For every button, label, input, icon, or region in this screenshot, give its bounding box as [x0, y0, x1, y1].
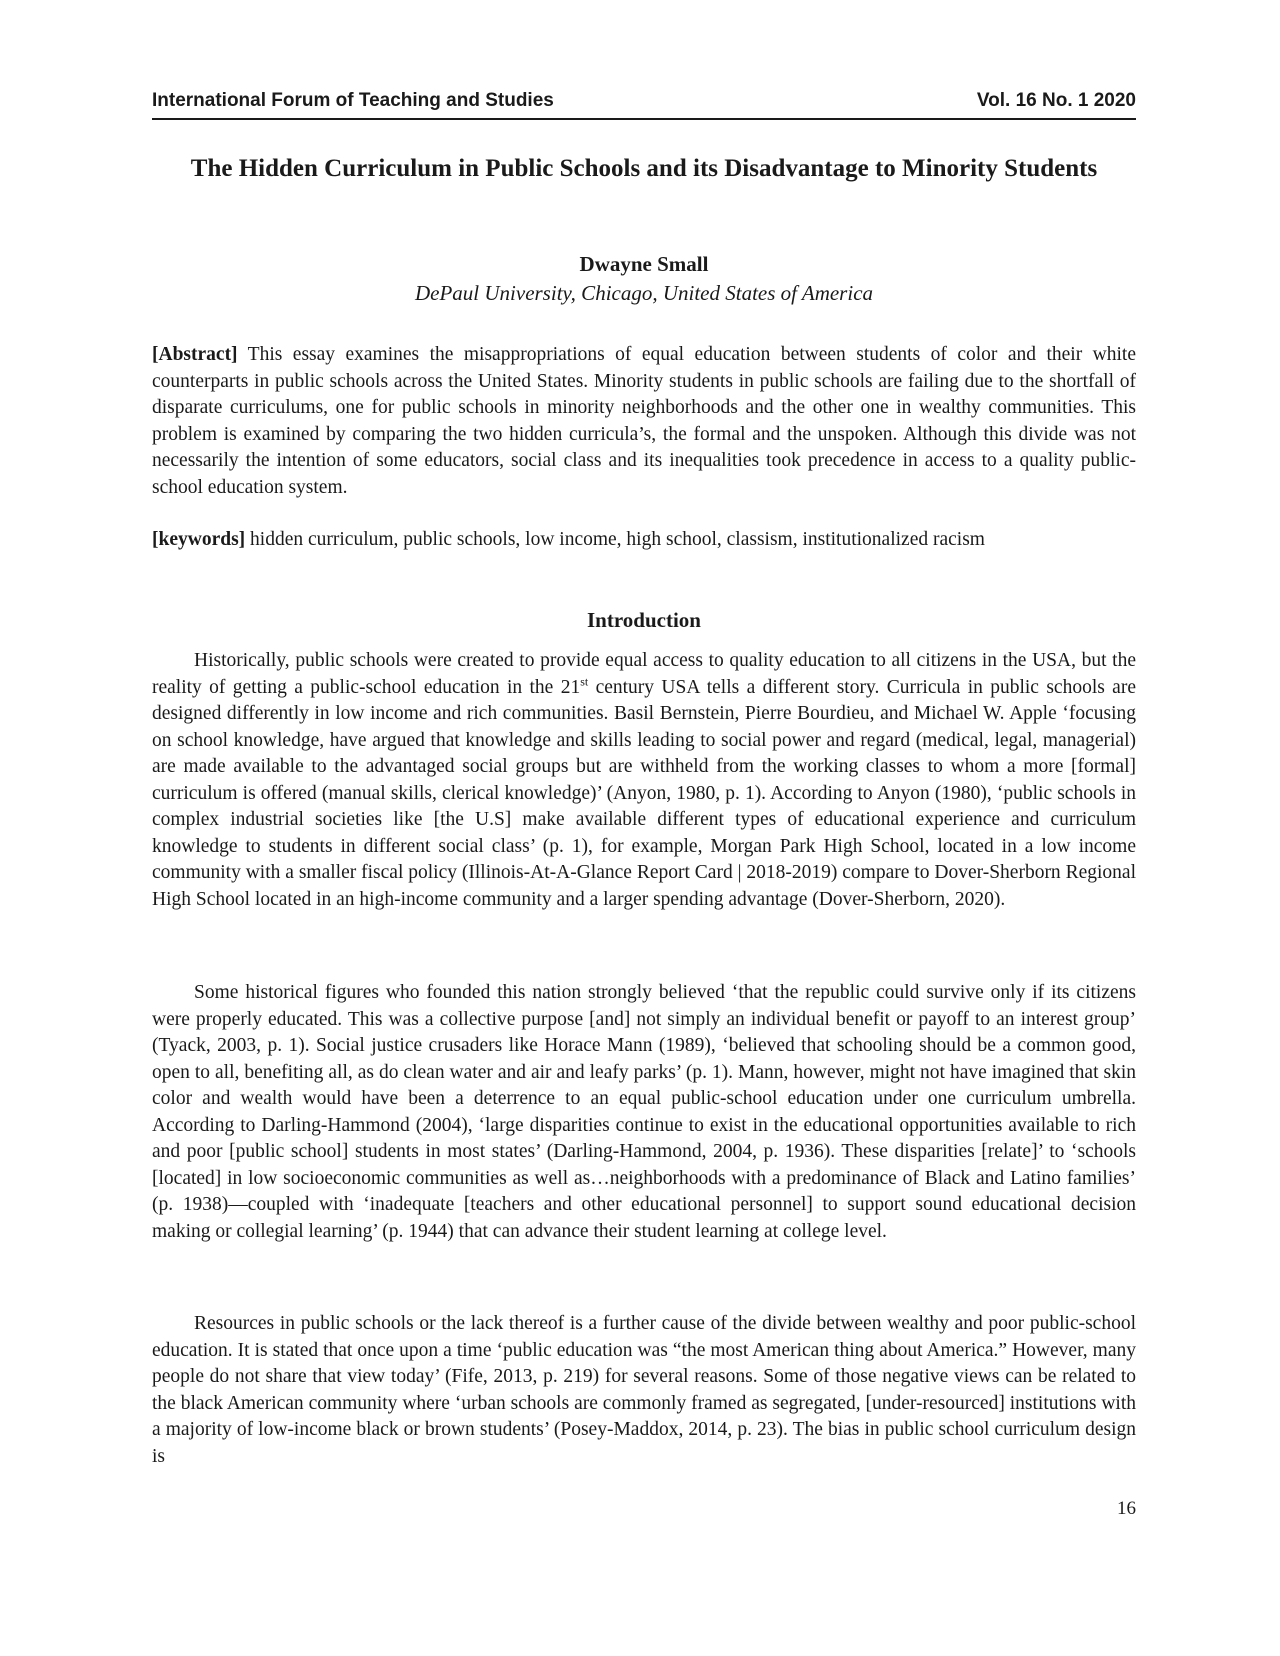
abstract	[152, 342, 1136, 501]
body-paragraph	[152, 980, 1136, 1245]
running-header	[152, 88, 1136, 120]
volume-info: Vol. 16 No. 1 2020	[976, 90, 1136, 111]
author-affiliation: DePaul University, Chicago, United States of America	[414, 281, 874, 305]
page-number: 16	[1117, 1498, 1136, 1519]
section-heading-introduction: Introduction	[587, 608, 701, 632]
journal-name: International Forum of Teaching and Studies	[152, 90, 554, 111]
keywords-text: hidden curriculum, public schools, low income, high school, classism, institutionalized racism	[250, 529, 985, 550]
superscript-ordinal: st	[580, 674, 589, 688]
paragraph-text: Resources in public schools or the lack thereof is a further cause of the divide between wealthy and poor public-school education. It is stated that once upon a time ‘public education was “the most American thing about America.” However, many people do not share that view today’ (Fife, 2013, p. 219) for several reasons. Some of those negative views can be related to the black American community where ‘urban schools are commonly framed as segregated, [under-resourced] institutions with a majority of low-income black or brown students’ (Posey-Maddox, 2014, p. 23). The bias in public school curriculum design is	[152, 1313, 1136, 1467]
author-name: Dwayne Small	[579, 252, 709, 276]
paragraph-text: Historically, public schools were created to provide equal access to quality education to all citizens in the USA, but the reality of getting a public-school education in the 21	[152, 650, 1136, 698]
abstract-text: This essay examines the misappropriations of equal education between students of color and their white counterparts in public schools across the United States. Minority students in public schools are failing due to the shortfall of disparate curriculums, one for public schools in minority neighborhoods and the other one in wealthy communities. This problem is examined by comparing the two hidden curricula’s, the formal and the unspoken. Although this divide was not necessarily the intention of some educators, social class and its inequalities took precedence in access to a quality public-school education system.	[152, 344, 1136, 498]
keywords-label: [keywords]	[152, 529, 246, 550]
body-paragraph	[152, 1311, 1136, 1470]
paragraph-text: Some historical figures who founded this nation strongly believed ‘that the republic could survive only if its citizens were properly educated. This was a collective purpose [and] not simply an individual benefit or payoff to an interest group’ (Tyack, 2003, p. 1). Social justice crusaders like Horace Mann (1989), ‘believed that schooling should be a common good, open to all, benefiting all, as do clean water and air and leafy parks’ (p. 1). Mann, however, might not have imagined that skin color and wealth would have been a deterrence to an equal public-school education under one curriculum umbrella. According to Darling-Hammond (2004), ‘large disparities continue to exist in the educational opportunities available to rich and poor [public school] students in most states’ (Darling-Hammond, 2004, p. 1936). These disparities [relate]’ to ‘schools [located] in low socioeconomic communities as well as…neighborhoods with a predominance of Black and Latino families’ (p. 1938)—coupled with ‘inadequate [teachers and other educational personnel] to support sound educational decision making or collegial learning’ (p. 1944) that can advance their student learning at college level.	[152, 982, 1136, 1242]
keywords	[152, 527, 1136, 554]
abstract-label: [Abstract]	[152, 344, 238, 365]
paragraph-text: century USA tells a different story. Curricula in public schools are designed differently in low income and rich communities. Basil Bernstein, Pierre Bourdieu, and Michael W. Apple ‘focusing on school knowledge, have argued that knowledge and skills leading to social power and regard (medical, legal, managerial) are made available to the advantaged social groups but are withheld from the working classes to whom a more [formal] curriculum is offered (manual skills, clerical knowledge)’ (Anyon, 1980, p. 1). According to Anyon (1980), ‘public schools in complex industrial societies like [the U.S] make available different types of educational experience and curriculum knowledge to students in different social class’ (p. 1), for example, Morgan Park High School, located in a low income community with a smaller fiscal policy (Illinois-At-A-Glance Report Card | 2018-2019) compare to Dover-Sherborn Regional High School located in an high-income community and a larger spending advantage (Dover-Sherborn, 2020).	[152, 676, 1136, 910]
body-paragraph	[152, 648, 1136, 913]
article-title: The Hidden Curriculum in Public Schools and its Disadvantage to Minority Students	[190, 155, 1098, 182]
